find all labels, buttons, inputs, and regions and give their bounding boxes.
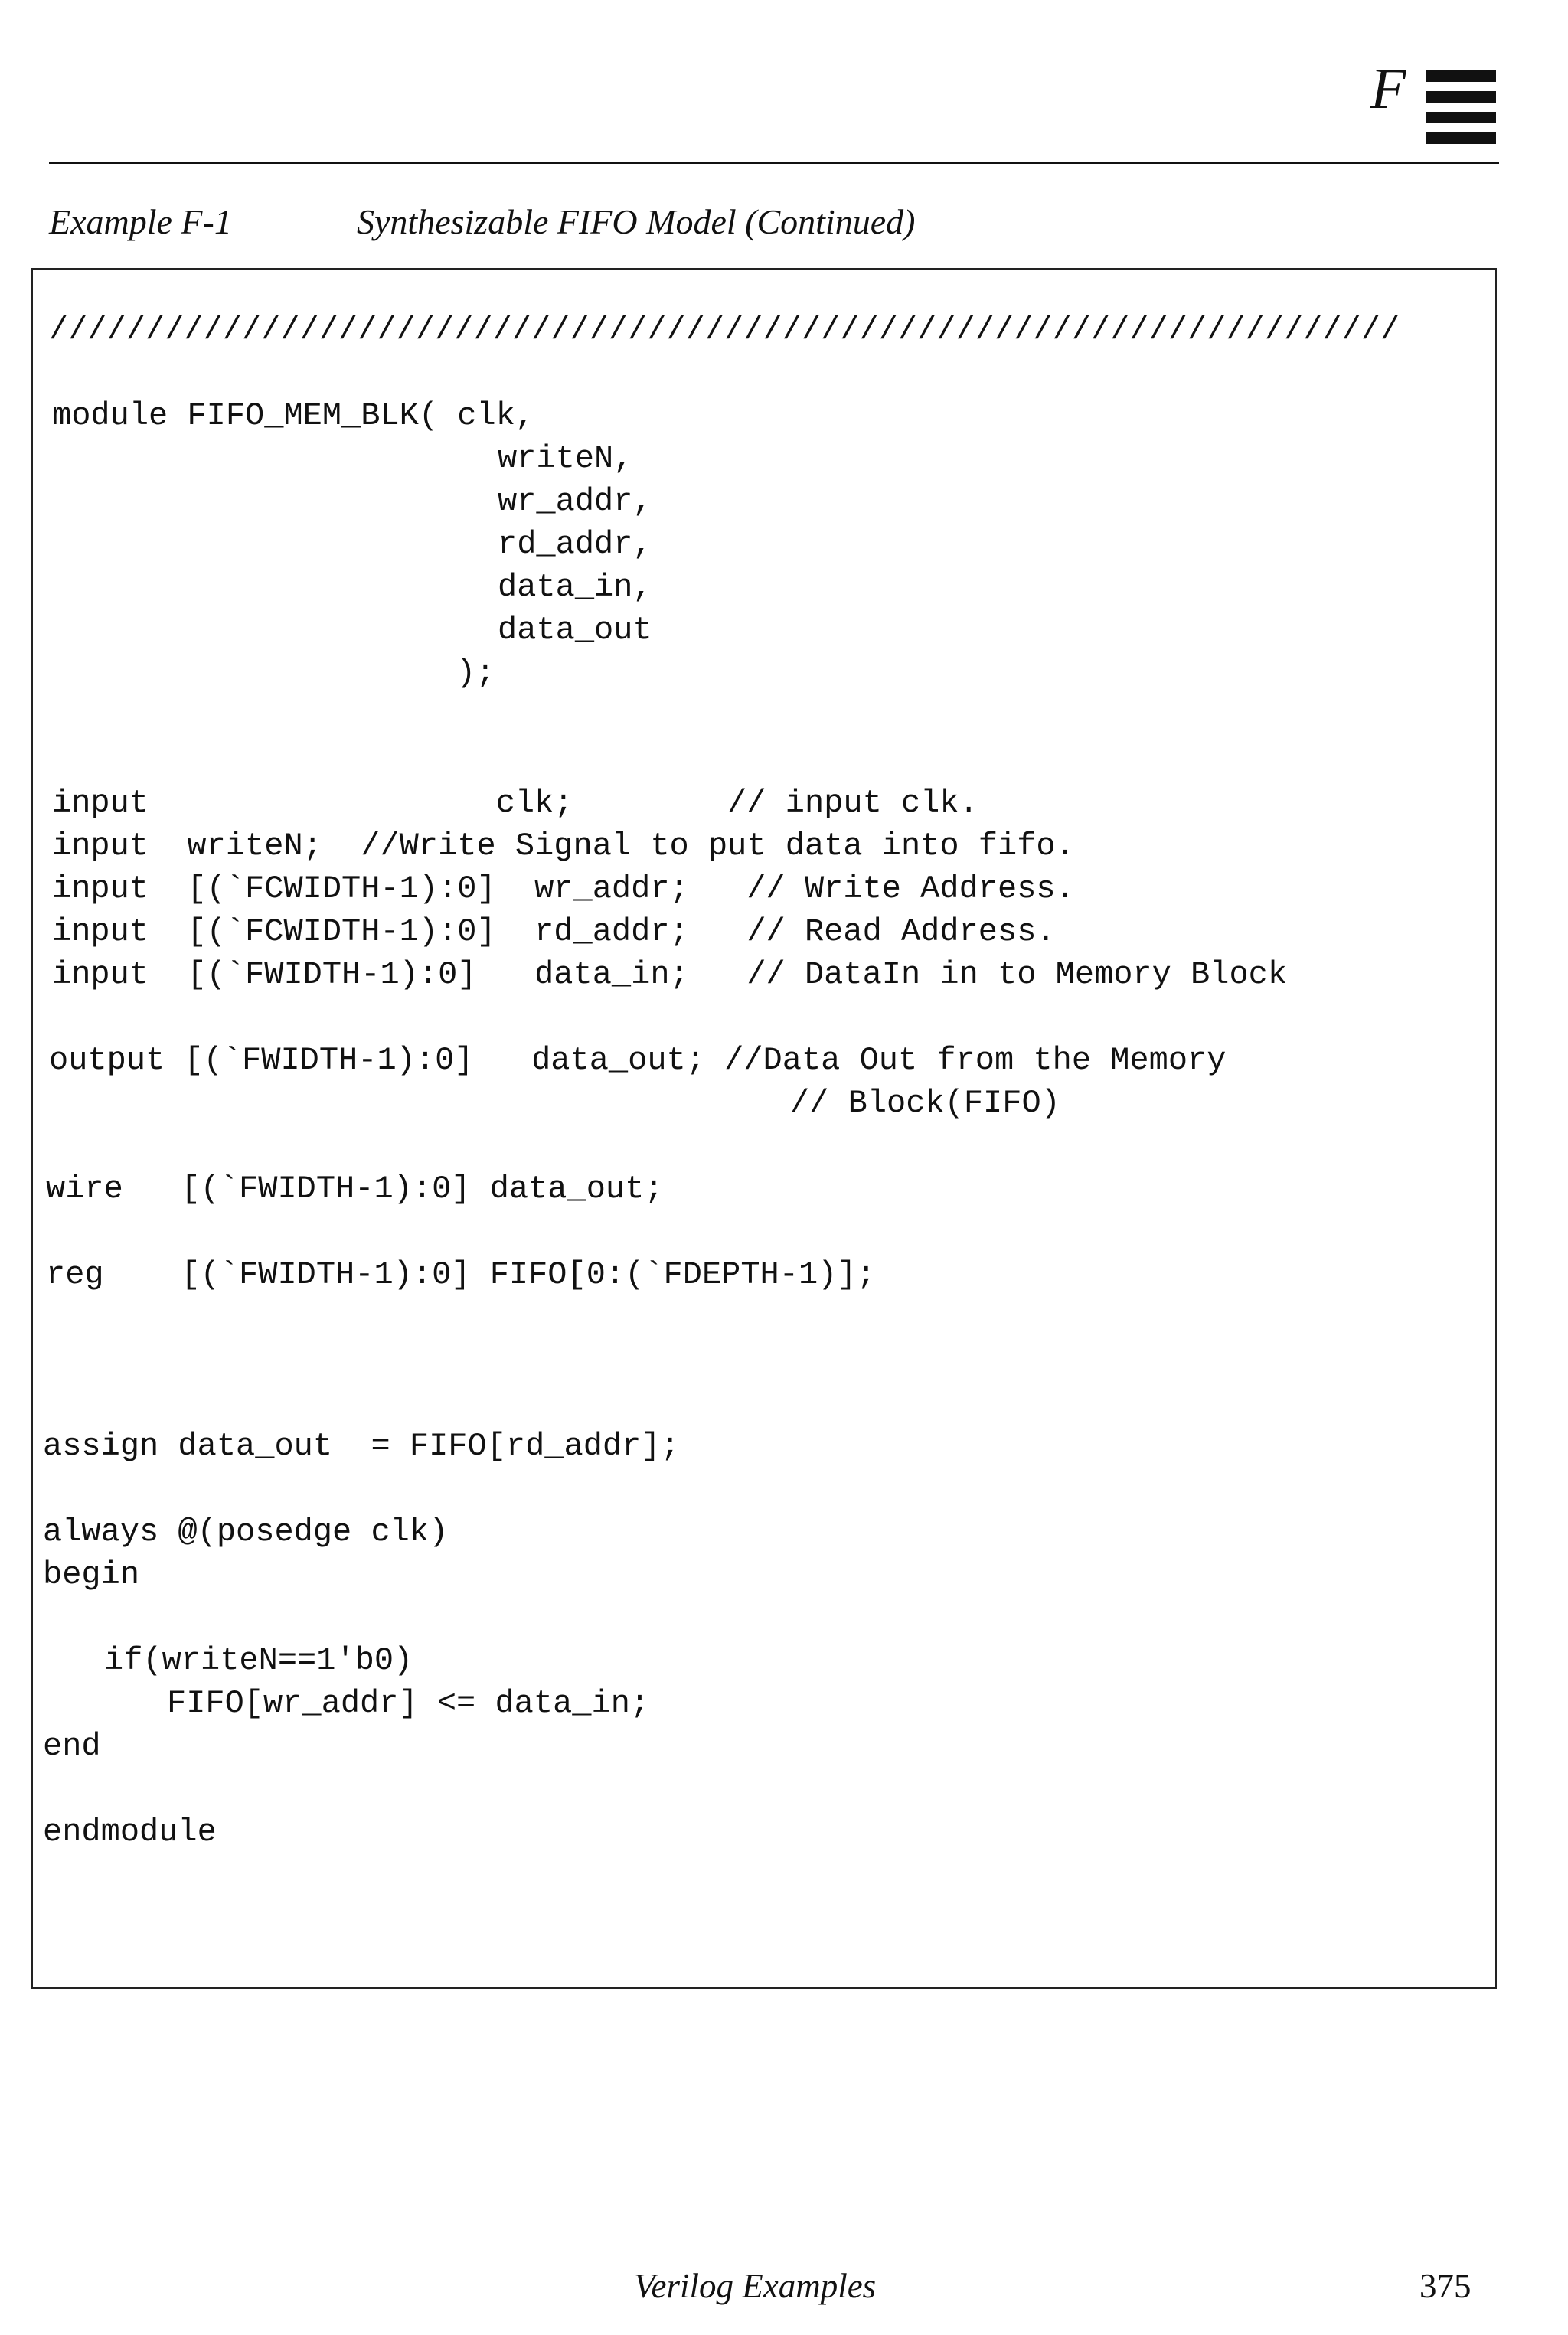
code-line: always @(posedge clk) (43, 1514, 449, 1550)
code-line: // Block(FIFO) (790, 1085, 1060, 1122)
example-label: Example F-1 (49, 202, 232, 241)
code-line: module FIFO_MEM_BLK( clk, (52, 397, 535, 434)
code-line: wr_addr, (498, 483, 652, 520)
code-line: input [(`FCWIDTH-1):0] rd_addr; // Read Address. (52, 913, 1056, 950)
code-line: data_out (498, 612, 652, 648)
code-line: wire [(`FWIDTH-1):0] data_out; (46, 1171, 664, 1207)
code-line: endmodule (43, 1814, 217, 1850)
code-line: if(writeN==1'b0) (104, 1642, 413, 1679)
code-line: input [(`FCWIDTH-1):0] wr_addr; // Write Address. (52, 870, 1075, 907)
code-line: output [(`FWIDTH-1):0] data_out; //Data Out from the Memory (49, 1042, 1227, 1079)
code-line: rd_addr, (498, 526, 652, 563)
thumb-tab-bar (1426, 132, 1496, 144)
code-line: begin (43, 1556, 140, 1593)
code-listing-box (31, 268, 1497, 1989)
code-line: assign data_out = FIFO[rd_addr]; (43, 1428, 680, 1465)
footer-title: Verilog Examples (634, 2267, 877, 2305)
chapter-letter: F (1370, 57, 1406, 121)
code-line: writeN, (498, 440, 633, 477)
chapter-thumb-tab (1426, 70, 1496, 153)
code-line: end (43, 1728, 101, 1765)
thumb-tab-bar (1426, 70, 1496, 82)
code-line: input writeN; //Write Signal to put data into fifo. (52, 828, 1075, 864)
code-line: reg [(`FWIDTH-1):0] FIFO[0:(`FDEPTH-1)]; (46, 1256, 876, 1293)
code-line: input [(`FWIDTH-1):0] data_in; // DataIn in to Memory Block (52, 956, 1288, 993)
thumb-tab-bar (1426, 91, 1496, 103)
code-line: ////////////////////////////////////////////////////////////////////// (49, 312, 1400, 348)
thumb-tab-bar (1426, 112, 1496, 123)
page-number: 375 (1419, 2267, 1472, 2305)
code-line: input clk; // input clk. (52, 785, 978, 821)
code-line: data_in, (498, 569, 652, 606)
example-title: Synthesizable FIFO Model (Continued) (357, 202, 916, 241)
code-line: ); (456, 655, 495, 691)
code-line: FIFO[wr_addr] <= data_in; (167, 1685, 650, 1722)
header-rule (49, 162, 1499, 164)
